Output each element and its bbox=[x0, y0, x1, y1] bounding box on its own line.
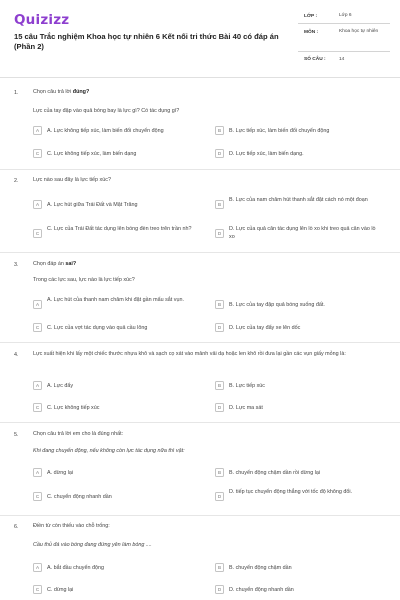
info-key: LỚP : bbox=[304, 14, 318, 19]
question-prompt: Chọn câu trả lời đúng? bbox=[33, 89, 90, 95]
option-text: C. chuyển động nhanh dần bbox=[47, 493, 112, 500]
option-letter-box: B bbox=[215, 468, 224, 477]
question-subtext: Lực của tay đập vào quả bóng bay là lực gì? Có tác dụng gì? bbox=[33, 108, 180, 114]
info-key: MÔN : bbox=[304, 30, 319, 35]
question-number: 4. bbox=[14, 352, 19, 358]
option-text: A. Lực đẩy bbox=[47, 382, 74, 389]
option-text: C. Lực của Trái Đất tác dụng lên bóng đèn treo trên trần nh? bbox=[47, 226, 192, 232]
question-number: 3. bbox=[14, 262, 19, 268]
info-row-subject bbox=[298, 24, 390, 52]
question-divider bbox=[0, 515, 400, 516]
option-letter-box: B bbox=[215, 126, 224, 135]
question-prompt: Lực nào sau đây là lực tiếp xúc? bbox=[33, 177, 111, 183]
option-letter-box: D bbox=[215, 229, 224, 238]
option-letter-box: C bbox=[33, 492, 42, 501]
info-key: SỐ CÂU : bbox=[304, 57, 326, 62]
option-text: C. Lực không tiếp xúc bbox=[47, 404, 100, 411]
option-letter-box: D bbox=[215, 403, 224, 412]
question-number: 1. bbox=[14, 90, 19, 96]
option-letter-box: C bbox=[33, 149, 42, 158]
question-divider bbox=[0, 252, 400, 253]
option-text: D. Lực tiếp xúc, làm biến dạng. bbox=[229, 150, 304, 157]
question-prompt: Điền từ còn thiếu vào chỗ trống: bbox=[33, 523, 110, 529]
option-letter-box: B bbox=[215, 381, 224, 390]
question-divider bbox=[0, 169, 400, 170]
option-letter-box: A bbox=[33, 381, 42, 390]
option-text: A. Lực hút của thanh nam châm khi đặt gần mẩu sắt vụn. bbox=[47, 297, 184, 303]
option-letter-box: C bbox=[33, 585, 42, 594]
option-letter-box: A bbox=[33, 563, 42, 572]
question-number: 2. bbox=[14, 178, 19, 184]
info-value: 14 bbox=[339, 57, 345, 62]
option-letter-box: B bbox=[215, 300, 224, 309]
option-text: C. dừng lại bbox=[47, 586, 74, 593]
info-box bbox=[298, 10, 390, 71]
question-number: 6. bbox=[14, 524, 19, 530]
question-number: 5. bbox=[14, 432, 19, 438]
option-letter-box: D bbox=[215, 149, 224, 158]
option-letter-box: A bbox=[33, 300, 42, 309]
option-text: B. chuyển động chậm dần bbox=[229, 564, 292, 571]
option-letter-box: A bbox=[33, 126, 42, 135]
option-text: C. Lực của vợt tác dụng vào quả cầu lông bbox=[47, 324, 148, 331]
option-text: D. tiếp tục chuyển động thẳng với tốc độ không đổi. bbox=[229, 489, 353, 495]
page-title: 15 câu Trắc nghiệm Khoa học tự nhiên 6 Kết nối tri thức Bài 40 có đáp án (Phần 2) bbox=[14, 32, 279, 51]
option-text: B. Lực của tay đập quả bóng xuống đất. bbox=[229, 301, 325, 308]
option-letter-box: A bbox=[33, 200, 42, 209]
option-text: D. Lực của quả cân tác dụng lên lò xo khi treo quả cân vào lò xo bbox=[229, 226, 376, 240]
question-divider bbox=[0, 342, 400, 343]
info-row-count bbox=[298, 52, 390, 71]
option-text: D. chuyển động nhanh dần bbox=[229, 586, 294, 593]
option-text: A. Lực không tiếp xúc, làm biến đổi chuyển động bbox=[47, 127, 164, 134]
option-letter-box: C bbox=[33, 323, 42, 332]
option-text: B. chuyển động chậm dần rồi dừng lại bbox=[229, 469, 321, 476]
option-text: B. Lực tiếp xúc bbox=[229, 382, 265, 389]
option-letter-box: A bbox=[33, 468, 42, 477]
option-text: D. Lực của tay đẩy xe lên dốc bbox=[229, 324, 301, 331]
question-prompt: Chọn đáp án sai? bbox=[33, 261, 77, 267]
option-letter-box: B bbox=[215, 563, 224, 572]
info-value: Lớp 6 bbox=[339, 13, 352, 18]
option-text: A. dừng lại bbox=[47, 469, 74, 476]
option-text: B. Lực tiếp xúc, làm biến đổi chuyển động bbox=[229, 127, 330, 134]
option-letter-box: C bbox=[33, 403, 42, 412]
option-text: B. Lực của nam châm hút thanh sắt đặt cách nó một đoạn bbox=[229, 197, 368, 203]
worksheet-header bbox=[0, 0, 400, 78]
option-text: A. bắt đầu chuyển động bbox=[47, 564, 104, 571]
question-divider bbox=[0, 422, 400, 423]
info-row-grade bbox=[298, 10, 390, 24]
question-subtext: Cầu thủ đá vào bóng đang đứng yên làm bóng .... bbox=[33, 542, 152, 548]
option-text: D. Lực ma sát bbox=[229, 404, 263, 411]
question-subtext: Khi đang chuyển động, nếu không còn lực tác dụng nữa thì vật: bbox=[33, 448, 185, 454]
info-value: Khoa học tự nhiên bbox=[339, 29, 379, 34]
option-text: C. Lực không tiếp xúc, làm biến dạng bbox=[47, 150, 137, 157]
quizizz-logo[interactable]: Quizizz bbox=[14, 12, 70, 28]
option-letter-box: D bbox=[215, 492, 224, 501]
option-letter-box: D bbox=[215, 323, 224, 332]
question-prompt: Chọn câu trả lời em cho là đúng nhất: bbox=[33, 431, 124, 437]
option-letter-box: C bbox=[33, 229, 42, 238]
option-letter-box: B bbox=[215, 200, 224, 209]
option-letter-box: D bbox=[215, 585, 224, 594]
option-text: A. Lực hút giữa Trái Đất và Mặt Trăng bbox=[47, 201, 138, 208]
question-prompt: Lực xuất hiện khi lấy một chiếc thước nhựa khô và sạch cọ xát vào mảnh vải dạ hoặc len khô rồi đưa lại gần các vụn giấy mỏng là: bbox=[33, 351, 346, 357]
header-divider bbox=[0, 77, 400, 78]
question-subtext: Trong các lực sau, lực nào là lực tiếp xúc? bbox=[33, 277, 135, 283]
